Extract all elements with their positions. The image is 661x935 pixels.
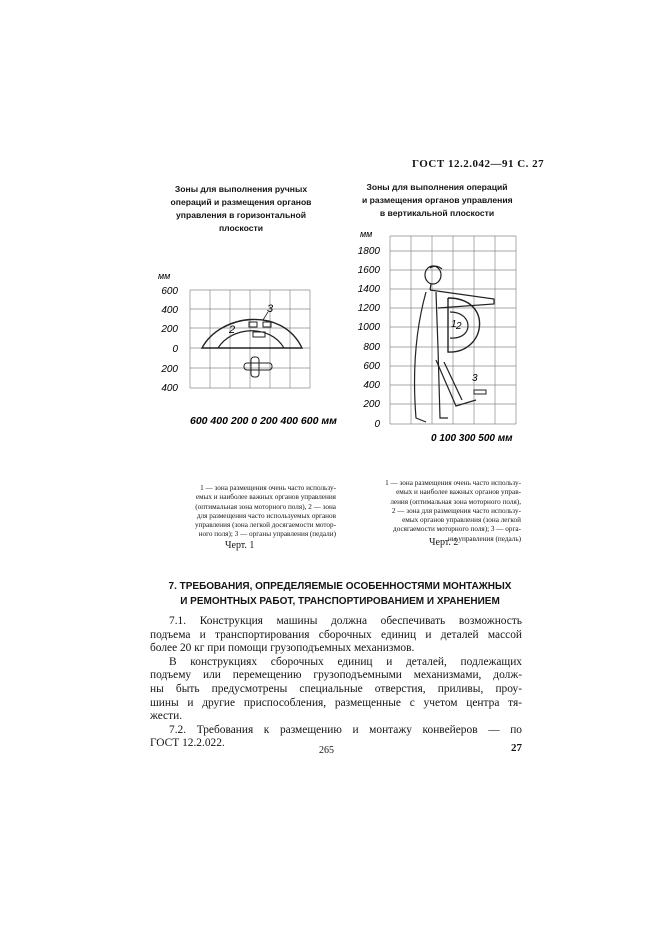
figure2-y-tick: 1600 [357, 265, 380, 276]
zone-label: 2 [229, 324, 236, 336]
figure2-y-tick: 1200 [357, 303, 380, 314]
figure1-caption-line: (оптимальная зона моторного поля), 2 — зона [195, 502, 336, 511]
page-number: 27 [511, 742, 522, 754]
figure2-title-line: Зоны для выполнения операций [366, 182, 508, 192]
text-line: жести. [150, 710, 183, 723]
text-line: ны быть предусмотрены специальные отверстия, приливы, проу- [150, 682, 522, 695]
figure2-caption [353, 479, 521, 544]
text-line: подъему или перемещению грузоподъемными механизмами, долж- [150, 669, 522, 682]
paragraph-7-1 [150, 615, 522, 656]
figure1-caption [149, 484, 336, 540]
figure1-y-tick: 200 [161, 364, 178, 375]
figure1-y-tick: 200 [161, 324, 178, 335]
figure1-y-tick: 400 [161, 383, 178, 394]
section-heading-line: И РЕМОНТНЫХ РАБОТ, ТРАНСПОРТИРОВАНИЕМ И ХРАНЕНИЕМ [180, 596, 500, 607]
figure1-title-line: плоскости [218, 223, 264, 233]
figure2-y-tick: 400 [363, 380, 380, 391]
zone-label: 3 [472, 373, 478, 384]
figure1-y-tick: 600 [161, 286, 178, 297]
text-line: подъема и транспортирования сборочных единиц и деталей массой [150, 628, 522, 641]
figure1-title-line: Зоны для выполнения ручных [174, 184, 308, 194]
figure2-grid [390, 236, 516, 424]
zone-2-outline [202, 319, 302, 348]
figure1-y-tick: 0 [172, 344, 178, 355]
figure1-caption-line: емых и наиболее важных органов управления [195, 493, 336, 502]
figure1-unit: мм [158, 271, 171, 281]
section-body [150, 615, 522, 751]
zone-label: 1 [451, 319, 457, 330]
figure2-title-line: в вертикальной плоскости [379, 208, 495, 218]
figure2-y-tick: 1000 [357, 322, 380, 333]
figure2-caption-line: ления (оптимальная зона моторного поля), [390, 497, 521, 506]
figure2-caption-line: емых органов управления (зона легкой [402, 516, 521, 525]
zone-1-outline [218, 331, 284, 348]
figure2-caption-line: ны управления (педаль) [447, 534, 521, 543]
section-heading-line: 7. ТРЕБОВАНИЯ, ОПРЕДЕЛЯЕМЫЕ ОСОБЕННОСТЯМИ МОНТАЖНЫХ [168, 581, 512, 592]
figure1-caption-line: ного поля); 3 — органы управления (педали) [198, 530, 336, 539]
zone-label: 3 [267, 303, 274, 315]
figure2-y-tick: 600 [363, 361, 380, 372]
text-line: 7.1. Конструкция машины должна обеспечивать возможность [169, 615, 522, 627]
zone-label: 2 [456, 321, 462, 332]
text-line: шины и другие приспособления, размещенные с учетом центра тя- [150, 696, 522, 709]
figure1-caption-line: 1 — зона размещения очень часто использу- [200, 484, 336, 492]
pedal [474, 390, 486, 394]
figure2-unit: мм [360, 229, 373, 239]
page-header: ГОСТ 12.2.042—91 С. 27 [412, 158, 545, 170]
figure1-title-line: управления в горизонтальной [175, 210, 307, 220]
figure1-title [168, 183, 314, 235]
figure2-caption-line: емых и наиболее важных органов управ- [396, 488, 521, 497]
text-line: ГОСТ 12.2.022. [150, 737, 225, 750]
figure2-x-axis: 0 100 300 500 мм [431, 433, 513, 444]
figure2-diagram [352, 228, 532, 448]
human-figure [414, 266, 494, 422]
figure2-caption-line: досягаемости моторного поля); 3 — орга- [393, 525, 521, 534]
text-line: 7.2. Требования к размещению и монтажу конвейеров — по [169, 723, 522, 736]
figure1-title-line: операций и размещения органов [170, 197, 312, 207]
figure2-caption-line: 2 — зона для размещения часто использу- [391, 506, 521, 515]
figure2-title [362, 181, 512, 220]
section-heading [150, 579, 530, 609]
figure1-diagram [150, 262, 340, 432]
page-number-center: 265 [319, 745, 334, 756]
figure2-y-tick: 200 [363, 399, 380, 410]
figure1-label: Черт. 1 [225, 540, 255, 551]
figure2-y-tick: 1400 [357, 284, 380, 295]
figure2-label: Черт. 2 [429, 537, 459, 548]
figure2-y-tick: 1800 [357, 246, 380, 257]
text-line: более 20 кг при помощи грузоподъемных механизмов. [150, 642, 415, 655]
figure2-y-tick: 800 [363, 342, 380, 353]
pedal [244, 363, 272, 370]
text-line: В конструкциях сборочных единиц и деталей, подлежащих [169, 655, 522, 668]
figure1-y-tick: 400 [161, 305, 178, 316]
paragraph-constructions [150, 656, 522, 724]
figure2-caption-line: 1 — зона размещения очень часто использу- [385, 479, 521, 487]
pedal [251, 357, 259, 377]
figure2-title-line: и размещения органов управления [362, 195, 513, 205]
figure1-caption-line: для размещения часто используемых органов [196, 511, 336, 520]
figure1-x-axis: 600 400 200 0 200 400 600 мм [190, 415, 337, 427]
figure2-y-tick: 0 [374, 419, 380, 430]
paragraph-7-2 [150, 724, 522, 751]
figure1-caption-line: управления (зона легкой досягаемости мотор- [194, 521, 336, 530]
